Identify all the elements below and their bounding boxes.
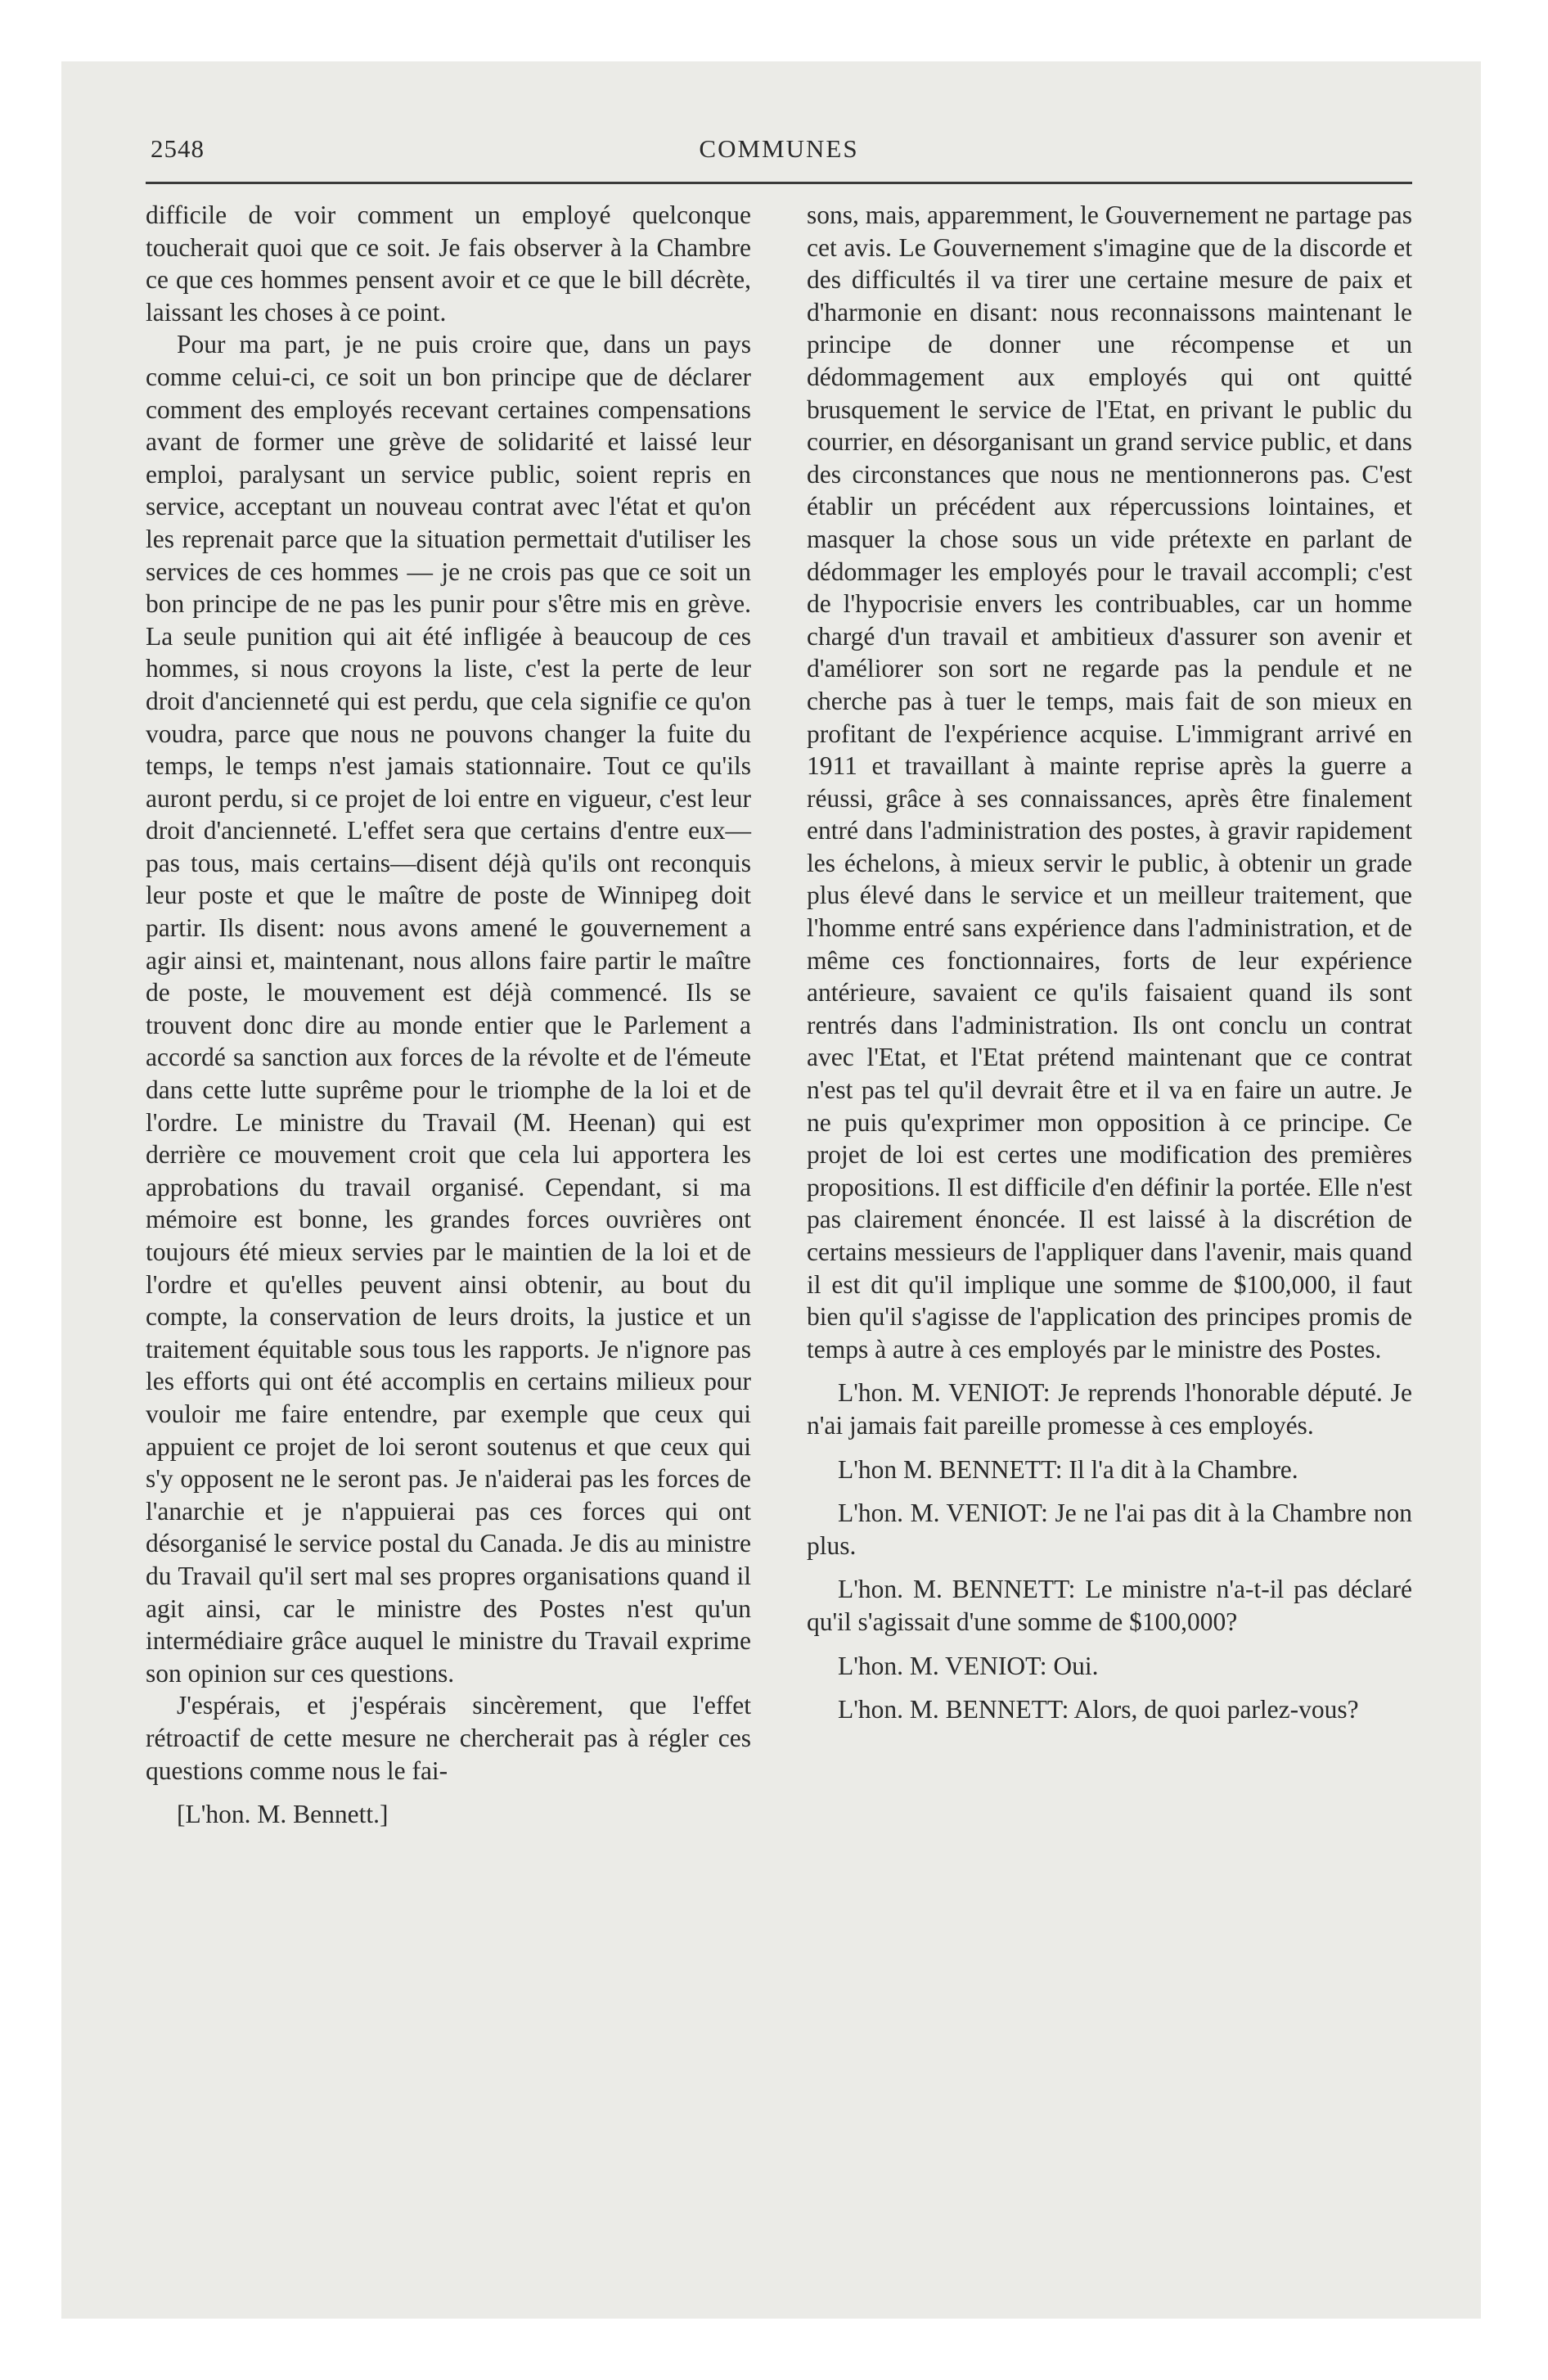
speaker-attribution: [L'hon. M. Bennett.] [177,1800,389,1829]
paragraph: Pour ma part, je ne puis croire que, dans un pays comme celui-ci, ce soit un bon principe que de déclarer comment des employés recevant certaines compensations avant de former une grève de solidarité et laissé leur emploi, paralysant un service public, soient repris en service, acceptant un nouveau contrat avec l'état et qu'on les reprenait parce que la situation permettait d'utiliser les services de ces hommes — je ne crois pas que ce soit un bon principe de ne pas les punir pour s'être mis en grève. La seule punition qui ait été infligée à beaucoup de ces hommes, si nous croyons la liste, c'est la perte de leur droit d'ancienneté qui est perdu, que cela signifie ce qu'on voudra, parce que nous ne pouvons changer la fuite du temps, le temps n'est jamais stationnaire. Tout ce qu'ils auront perdu, si ce projet de loi entre en vigueur, c'est leur droit d'ancienneté. L'effet sera que certains d'entre eux—pas tous, mais certains—disent déjà qu'ils ont reconquis leur poste et que le maître de poste de Winnipeg doit partir. Ils disent: nous avons amené le gouvernement a agir ainsi et, maintenant, nous allons faire partir le maître de poste, le mouvement est déjà commencé. Ils se trouvent donc dire au monde entier que le Parlement a accordé sa sanction aux forces de la révolte et de l'émeute dans cette lutte suprême pour le triomphe de la loi et de l'ordre. Le ministre du Travail (M. Heenan) qui est derrière ce mouvement croit que cela lui apportera les approbations du travail organisé. Cependant, si ma mémoire est bonne, les grandes forces ouvrières ont toujours été mieux servies par le maintien de la loi et de l'ordre et qu'elles peuvent ainsi obtenir, au bout du compte, la conservation de leurs droits, la justice et un traitement équitable sous tous les rapports. Je n'ignore pas les efforts qui ont été accomplis en certains milieux pour vouloir me faire entendre, par exemple que ceux qui appuient ce projet de loi seront soutenus et que ceux qui s'y opposent ne le seront pas. Je n'aiderai pas les forces de l'anarchie et je n'appuierai pas ces forces qui ont désorganisé le service postal du Canada. Je dis au ministre du Travail qu'il sert mal ses propres organisations quand il agit ainsi, car le ministre des Postes n'est qu'un intermédiaire grâce auquel le ministre du Travail exprime son opinion sur ces questions. [146,330,751,1688]
page-header [146,131,1412,182]
header-rule [146,182,1412,184]
page-number: 2548 [151,134,205,163]
paragraph: difficile de voir comment un employé quelconque toucherait quoi que ce soit. Je fais observer à la Chambre ce que ces hommes pensent avoir et ce que le bill décrète, laissant les choses à ce point. [146,201,751,327]
document-page [146,131,1412,1831]
speech-entry: L'hon. M. VENIOT: Je reprends l'honorable député. Je n'ai jamais fait pareille promesse à ces employés. [807,1378,1412,1440]
speech-entry: L'hon. M. VENIOT: Je ne l'ai pas dit à la Chambre non plus. [807,1499,1412,1560]
paragraph: sons, mais, apparemment, le Gouvernement ne partage pas cet avis. Le Gouvernement s'imagine que de la discorde et des difficultés il va tirer une certaine mesure de paix et d'harmonie en disant: nous reconnaissons maintenant le principe de donner une récompense et un dédommagement aux employés qui ont quitté brusquement le service de l'Etat, en privant le public du courrier, en désorganisant un grand service public, et dans des circonstances que nous ne mentionnerons pas. C'est établir un précédent aux répercussions lointaines, et masquer la chose sous un vide prétexte en parlant de dédommager les employés pour le travail accompli; c'est de l'hypocrisie envers les contribuables, car un homme chargé d'un travail et ambitieux d'assurer son avenir et d'améliorer son sort ne regarde pas la pendule et ne cherche pas à tuer le temps, mais fait de son mieux en profitant de l'expérience acquise. L'immigrant arrivé en 1911 et travaillant à mainte reprise après la guerre a réussi, grâce à ses connaissances, après être finalement entré dans l'administration des postes, à gravir rapidement les échelons, à mieux servir le public, à obtenir un grade plus élevé dans le service et un meilleur traitement, que l'homme entré sans expérience dans l'administration, et de même ces fonctionnaires, forts de leur expérience antérieure, savaient ce qu'ils faisaient quand ils sont rentrés dans l'administration. Ils ont conclu un contrat avec l'Etat, et l'Etat prétend maintenant que ce contrat n'est pas tel qu'il devrait être et il va en faire un autre. Je ne puis qu'exprimer mon opposition à ce principe. Ce projet de loi est certes une modification des premières propositions. Il est difficile d'en définir la portée. Elle n'est pas clairement énoncée. Il est laissé à la discrétion de certains messieurs de l'appliquer dans l'avenir, mais quand il est dit qu'il implique une somme de $100,000, il faut bien qu'il s'agisse de l'application des principes promis de temps à autre à ces employés par le ministre des Postes. [807,201,1413,1364]
running-title: COMMUNES [699,134,859,163]
speech-entry: L'hon M. BENNETT: Il l'a dit à la Chambre. [838,1454,1298,1484]
right-column [807,199,1412,1831]
left-column [146,199,751,1831]
text-columns [146,199,1412,1831]
speech-entry: L'hon. M. BENNETT: Alors, de quoi parlez-vous? [838,1695,1359,1724]
speech-entry: L'hon. M. VENIOT: Oui. [838,1651,1099,1680]
speech-entry: L'hon. M. BENNETT: Le ministre n'a-t-il pas déclaré qu'il s'agissait d'une somme de $100,000? [807,1575,1412,1636]
paragraph: J'espérais, et j'espérais sincèrement, que l'effet rétroactif de cette mesure ne chercherait pas à régler ces questions comme nous le fai- [146,1691,751,1785]
